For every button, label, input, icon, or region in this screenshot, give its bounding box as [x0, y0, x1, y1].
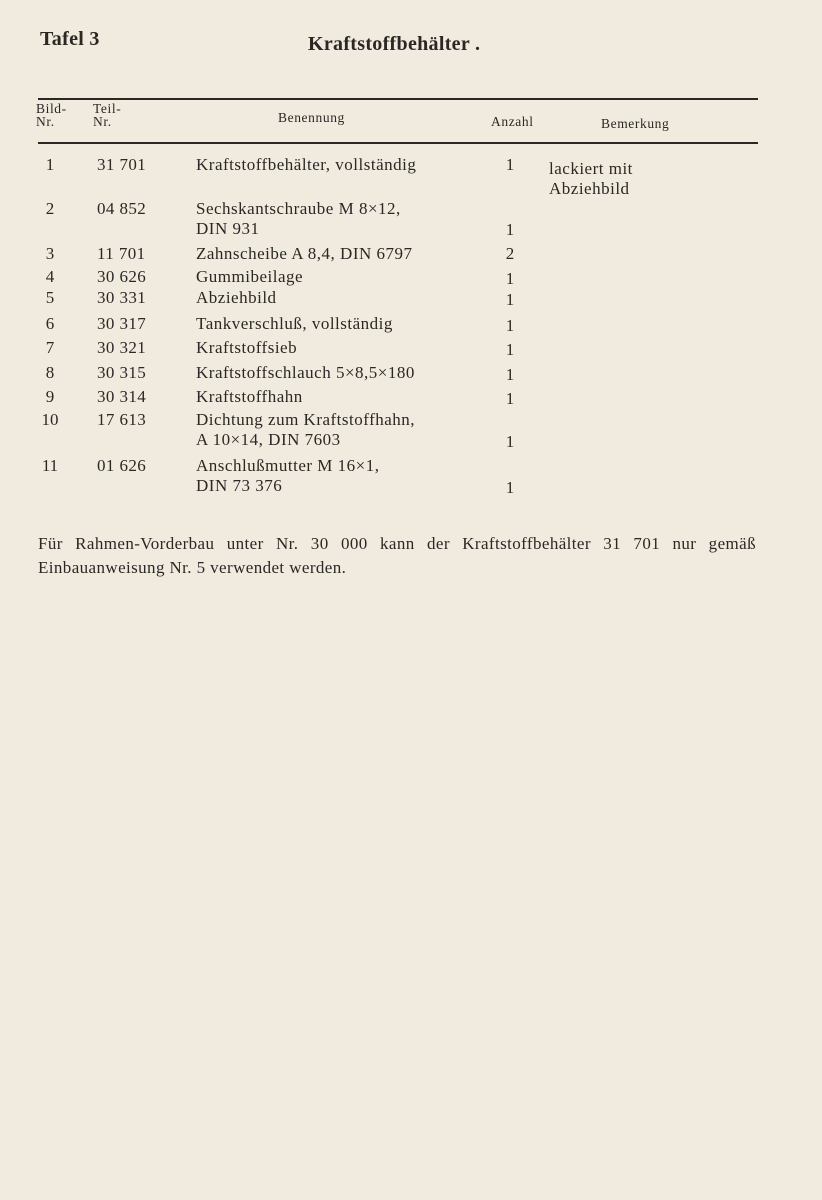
benennung-line: A 10×14, DIN 7603	[196, 430, 341, 449]
anzahl-cell: 1	[505, 155, 515, 174]
benennung-cell	[196, 456, 380, 496]
anzahl-cell: 2	[505, 244, 515, 263]
teil-nr-cell: 17 613	[97, 410, 147, 429]
benennung-cell	[196, 288, 277, 308]
anzahl-cell: 1	[505, 365, 515, 384]
benennung-line: Kraftstoffbehälter, vollständig	[196, 155, 417, 174]
bild-nr-cell: 4	[45, 267, 55, 286]
benennung-cell	[196, 410, 415, 450]
anzahl-cell: 1	[505, 340, 515, 359]
benennung-line: Gummibeilage	[196, 267, 304, 286]
benennung-cell	[196, 338, 297, 358]
benennung-line: Tankverschluß, vollständig	[196, 314, 393, 333]
teil-nr-cell: 30 626	[97, 267, 147, 286]
bild-nr-cell: 8	[45, 363, 55, 382]
anzahl-cell: 1	[505, 432, 515, 451]
teil-nr-cell: 01 626	[97, 456, 147, 475]
anzahl-cell: 1	[505, 316, 515, 335]
anzahl-cell: 1	[505, 389, 515, 408]
anzahl-cell: 1	[505, 220, 515, 239]
bemerkung-line: Abziehbild	[549, 179, 630, 198]
bild-nr-cell: 5	[45, 288, 55, 307]
column-header-benennung: Benennung	[278, 110, 345, 125]
teil-nr-cell: 30 315	[97, 363, 147, 382]
teil-nr-cell: 11 701	[97, 244, 146, 263]
benennung-cell	[196, 244, 413, 264]
benennung-line: Kraftstoffhahn	[196, 387, 303, 406]
teil-nr-cell: 30 317	[97, 314, 147, 333]
bild-nr-cell: 6	[45, 314, 55, 333]
benennung-line: Kraftstoffschlauch 5×8,5×180	[196, 363, 415, 382]
teil-nr-cell: 31 701	[97, 155, 147, 174]
benennung-line: DIN 931	[196, 219, 260, 238]
footnote: Für Rahmen-Vorderbau unter Nr. 30 000 kann der Kraftstoffbehälter 31 701 nur gemäß Einbauanweisung Nr. 5 verwendet werden.	[38, 534, 756, 577]
teil-nr-cell: 04 852	[97, 199, 147, 218]
benennung-line: Sechskantschraube M 8×12,	[196, 199, 401, 218]
teil-nr-cell: 30 314	[97, 387, 147, 406]
bild-nr-cell: 11	[41, 456, 59, 475]
page-title: Kraftstoffbehälter .	[308, 33, 481, 55]
benennung-cell	[196, 314, 393, 334]
benennung-line: Abziehbild	[196, 288, 277, 307]
benennung-line: Kraftstoffsieb	[196, 338, 298, 357]
anzahl-cell: 1	[505, 290, 515, 309]
anzahl-cell: 1	[505, 478, 515, 497]
table-top-rule	[38, 98, 758, 100]
benennung-line: Anschlußmutter M 16×1,	[196, 456, 380, 475]
bemerkung-line: lackiert mit	[549, 159, 633, 178]
teil-nr-cell: 30 331	[97, 288, 147, 307]
column-header-bild-nr: Bild- Nr.	[36, 101, 67, 129]
column-header-teil-nr: Teil- Nr.	[93, 101, 122, 129]
teil-nr-cell: 30 321	[97, 338, 147, 357]
column-header-bemerkung: Bemerkung	[601, 116, 670, 131]
benennung-line: Zahnscheibe A 8,4, DIN 6797	[196, 244, 413, 263]
bild-nr-cell: 7	[45, 338, 55, 357]
bemerkung-cell	[549, 159, 633, 199]
benennung-line: Dichtung zum Kraftstoffhahn,	[196, 410, 416, 429]
benennung-cell	[196, 155, 416, 175]
bild-nr-cell: 10	[41, 410, 59, 429]
bild-nr-cell: 1	[45, 155, 55, 174]
table-header-rule	[38, 142, 758, 144]
anzahl-cell: 1	[505, 269, 515, 288]
benennung-cell	[196, 267, 303, 287]
column-header-anzahl: Anzahl	[491, 114, 534, 129]
benennung-cell	[196, 387, 303, 407]
bild-nr-cell: 2	[45, 199, 55, 218]
benennung-cell	[196, 363, 415, 383]
bild-nr-cell: 3	[45, 244, 55, 263]
benennung-cell	[196, 199, 401, 239]
benennung-line: DIN 73 376	[196, 476, 283, 495]
bild-nr-cell: 9	[45, 387, 55, 406]
plate-number: Tafel 3	[40, 28, 100, 50]
